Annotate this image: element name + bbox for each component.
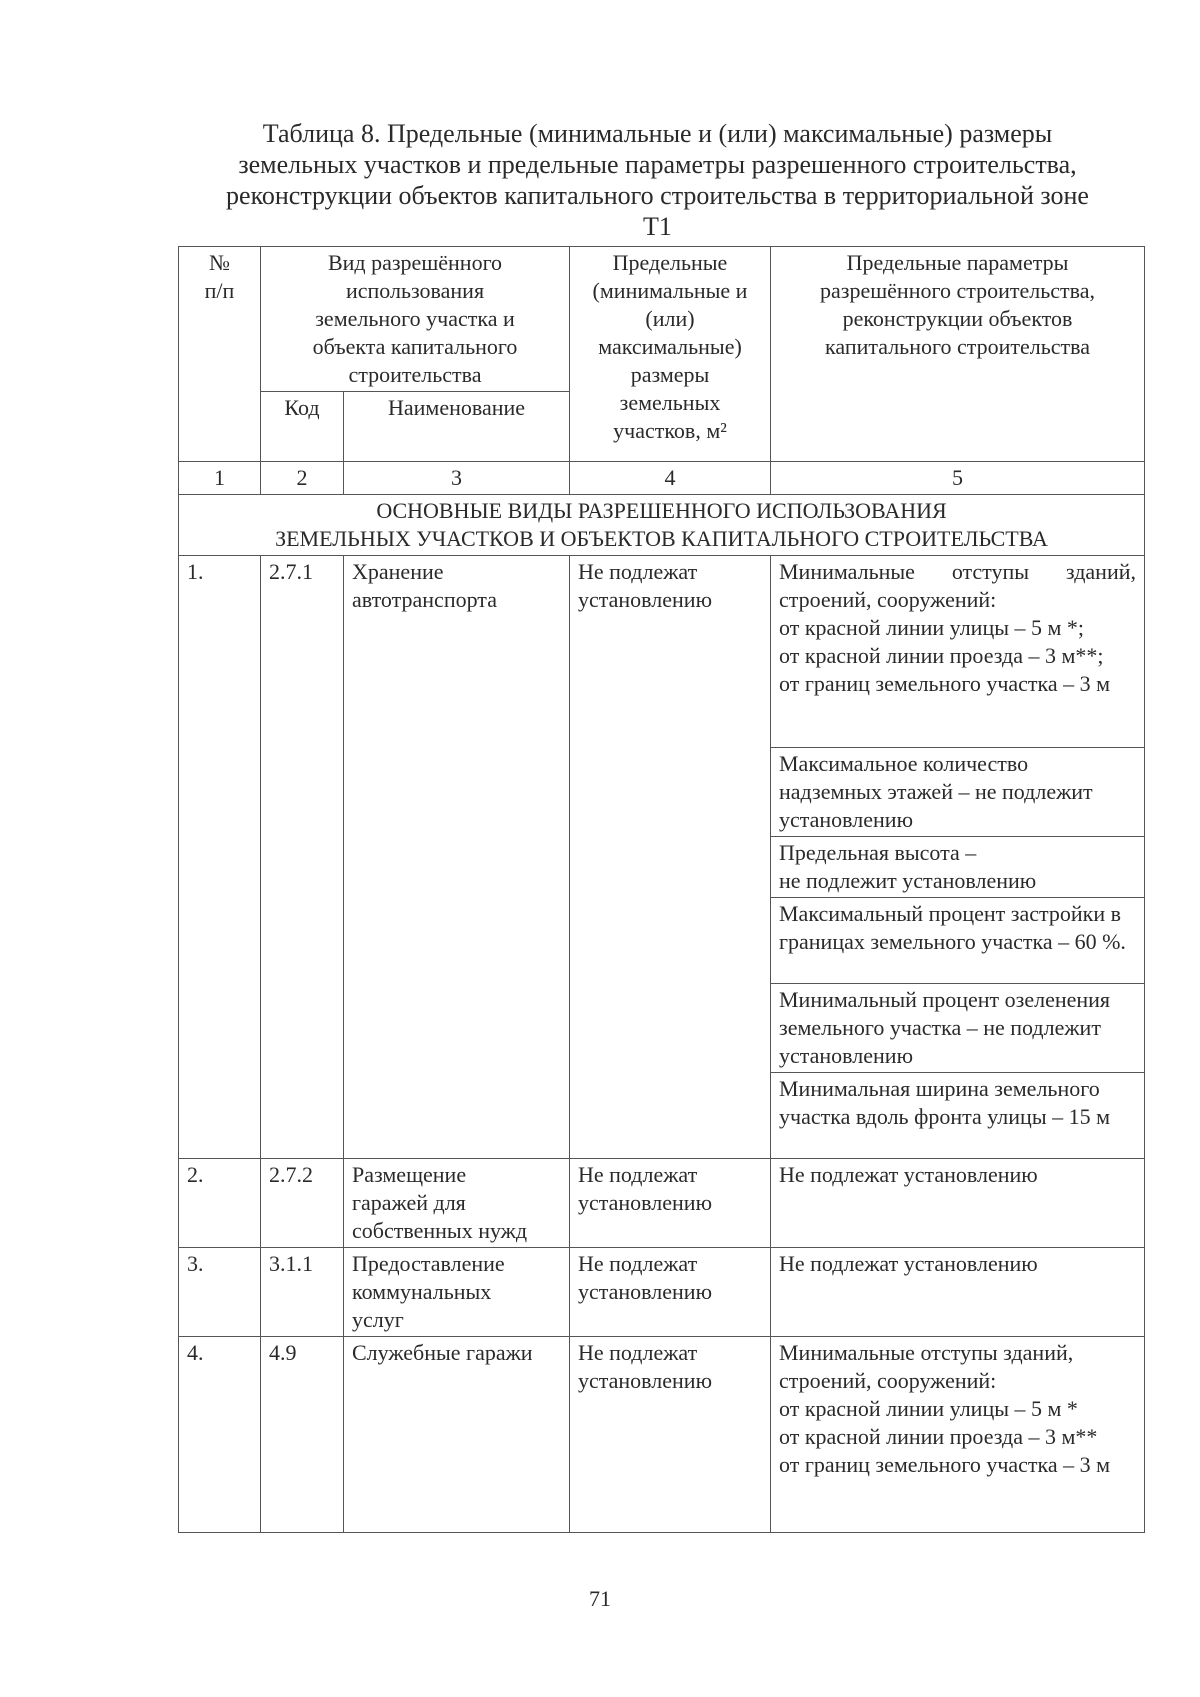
row-4-size: Не подлежат установлению: [570, 1337, 771, 1533]
col-index-4: 4: [570, 462, 771, 495]
row-1-name: Хранение автотранспорта: [344, 556, 570, 1159]
row-3-name: Предоставление коммунальных услуг: [344, 1248, 570, 1337]
row-1-param-greenery: Минимальный процент озеленения земельного участка – не подлежит установлению: [771, 984, 1145, 1073]
row-4-name: Служебные гаражи: [344, 1337, 570, 1533]
row-3-code: 3.1.1: [261, 1248, 344, 1337]
header-name: Наименование: [344, 392, 570, 462]
col-index-2: 2: [261, 462, 344, 495]
row-4-params: Минимальные отступы зданий, строений, сооружений: от красной линии улицы – 5 м * от красной линии проезда – 3 м** от границ земельного участка – 3 м: [771, 1337, 1145, 1533]
row-2-name: Размещение гаражей для собственных нужд: [344, 1159, 570, 1248]
row-1-number: 1.: [179, 556, 261, 1159]
row-2-number: 2.: [179, 1159, 261, 1248]
row-3-size: Не подлежат установлению: [570, 1248, 771, 1337]
row-4-code: 4.9: [261, 1337, 344, 1533]
zone-parameters-table: [178, 246, 1145, 1533]
row-1-param-floors: Максимальное количество надземных этажей – не подлежит установлению: [771, 748, 1145, 837]
header-plot-size: Предельные (минимальные и (или) максимальные) размеры земельных участков, м²: [570, 247, 771, 462]
table-title: Таблица 8. Предельные (минимальные и (или) максимальные) размеры земельных участков и предельные параметры разрешенного строительства, реконструкции объектов капитального строительства в территориальной зоне Т1: [226, 119, 1089, 241]
row-1-param-setbacks: Минимальные отступы зданий, строений, сооружений: от красной линии улицы – 5 м *; от красной линии проезда – 3 м**; от границ земельного участка – 3 м: [771, 556, 1145, 748]
header-build-params: Предельные параметры разрешённого строительства, реконструкции объектов капитального строительства: [771, 247, 1145, 462]
row-2-size: Не подлежат установлению: [570, 1159, 771, 1248]
header-number: № п/п: [179, 247, 261, 462]
col-index-3: 3: [344, 462, 570, 495]
row-3-params: Не подлежат установлению: [771, 1248, 1145, 1337]
header-usage-type: Вид разрешённого использования земельного участка и объекта капитального строительства: [261, 247, 570, 392]
row-2-params: Не подлежат установлению: [771, 1159, 1145, 1248]
row-1-param-coverage: Максимальный процент застройки в границах земельного участка – 60 %.: [771, 898, 1145, 984]
row-3-number: 3.: [179, 1248, 261, 1337]
row-1-code: 2.7.1: [261, 556, 344, 1159]
page-number: 71: [589, 1586, 611, 1611]
col-index-1: 1: [179, 462, 261, 495]
row-2-code: 2.7.2: [261, 1159, 344, 1248]
section-heading: ОСНОВНЫЕ ВИДЫ РАЗРЕШЕННОГО ИСПОЛЬЗОВАНИЯ ЗЕМЕЛЬНЫХ УЧАСТКОВ И ОБЪЕКТОВ КАПИТАЛЬНОГО СТРОИТЕЛЬСТВА: [179, 495, 1145, 556]
row-1-param-frontage: Минимальная ширина земельного участка вдоль фронта улицы – 15 м: [771, 1073, 1145, 1159]
row-1-size: Не подлежат установлению: [570, 556, 771, 1159]
row-4-number: 4.: [179, 1337, 261, 1533]
header-code: Код: [261, 392, 344, 462]
row-1-param-height: Предельная высота – не подлежит установлению: [771, 837, 1145, 898]
col-index-5: 5: [771, 462, 1145, 495]
